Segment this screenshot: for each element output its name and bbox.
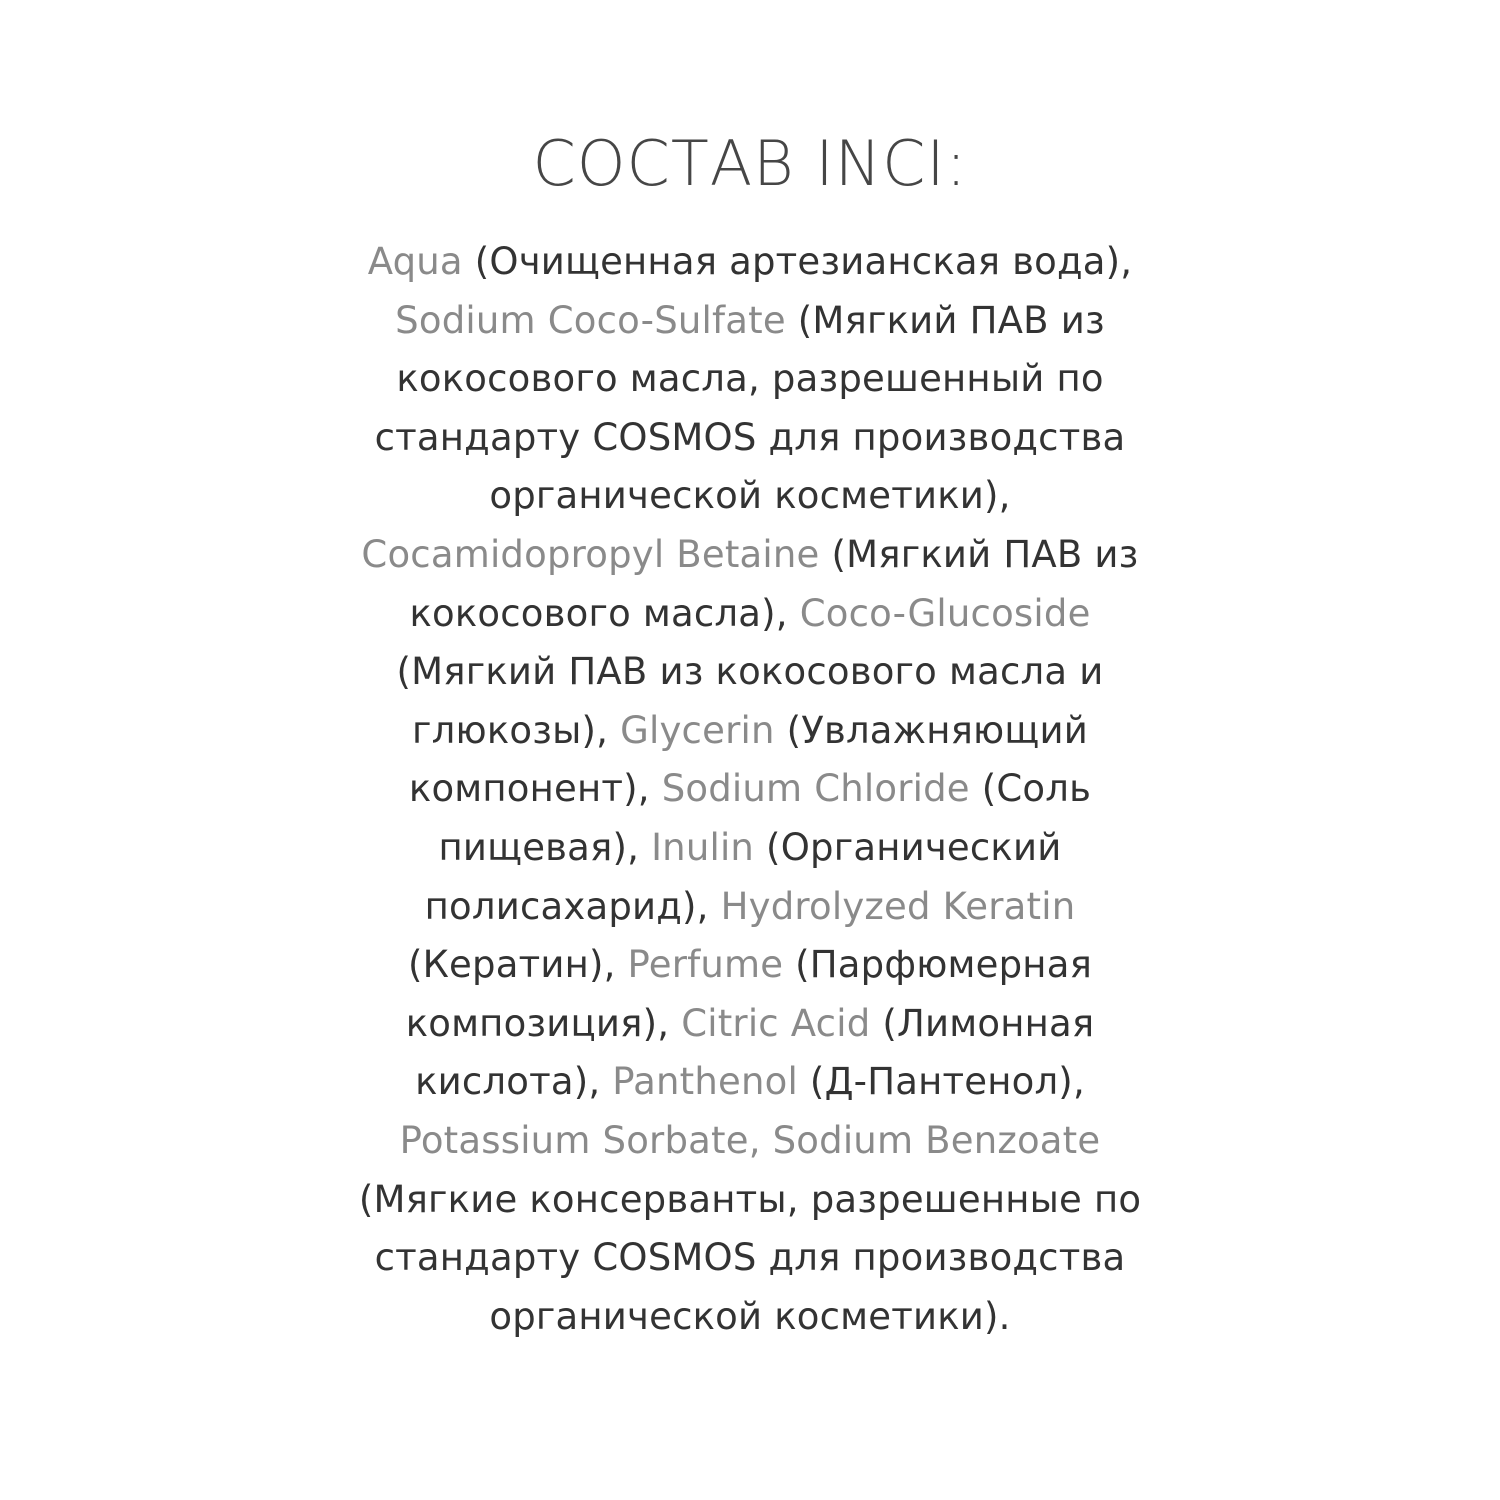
ingredients-line [325,643,1175,702]
ingredient-description: (Соль [969,767,1092,811]
ingredient-name: Potassium Sorbate, Sodium Benzoate [399,1118,1101,1162]
ingredient-description: стандарту COSMOS для производства [374,1236,1126,1280]
ingredient-description: композиция), [405,1001,682,1045]
ingredient-description: глюкозы), [412,708,621,752]
page-title: СОСТАВ INCI: [532,127,968,200]
ingredient-description: (Лимонная [870,1001,1095,1045]
ingredient-description: органической косметики). [489,1294,1011,1338]
ingredient-description: (Органический [754,825,1062,869]
ingredient-description: (Мягкий ПАВ из [785,298,1105,342]
ingredient-name: Aqua [367,240,463,283]
ingredients-line [325,526,1175,585]
ingredient-name: Panthenol [612,1060,798,1104]
ingredient-description: (Очищенная артезианская вода), [462,240,1133,283]
ingredient-description: полисахарид), [424,884,721,928]
ingredient-description: (Кератин), [407,943,628,987]
ingredient-name: Citric Acid [681,1001,871,1045]
ingredient-description: органической косметики), [489,474,1011,518]
ingredients-line [325,995,1175,1054]
ingredient-name: Glycerin [620,708,775,752]
ingredient-description: (Увлажняющий [774,708,1088,752]
ingredients-line [325,1171,1175,1230]
ingredient-name: Coco-Glucoside [799,591,1091,635]
ingredients-line [325,292,1175,351]
ingredient-name: Sodium Chloride [661,767,970,811]
ingredients-line [325,233,1175,292]
ingredient-description: кислота), [415,1060,613,1104]
ingredient-description: кокосового масла, разрешенный по [396,357,1104,401]
ingredient-description: (Мягкий ПАВ из [819,532,1139,576]
ingredients-text [325,233,1175,1346]
ingredient-name: Inulin [651,825,755,869]
ingredients-line [325,760,1175,819]
ingredient-description: (Парфюмерная [783,943,1093,987]
ingredient-description: (Д-Пантенол), [797,1060,1085,1104]
ingredients-line [325,1288,1175,1347]
ingredients-line [325,350,1175,409]
ingredients-line [325,409,1175,468]
ingredient-name: Perfume [627,943,784,987]
ingredients-line [325,585,1175,644]
ingredient-description: компонент), [408,767,662,811]
ingredients-line [325,702,1175,761]
ingredient-name: Hydrolyzed Keratin [720,884,1076,928]
ingredient-description: стандарту COSMOS для производства [374,415,1126,459]
ingredient-description: пищевая), [438,825,652,869]
ingredient-description: (Мягкий ПАВ из кокосового масла и [396,650,1104,694]
ingredient-name: Sodium Coco-Sulfate [395,298,786,342]
ingredients-line [325,819,1175,878]
ingredient-description: (Мягкие консерванты, разрешенные по [358,1177,1142,1221]
ingredients-line [325,1229,1175,1288]
ingredients-line [325,1112,1175,1171]
ingredient-description: кокосового масла), [409,591,800,635]
ingredients-line [325,878,1175,937]
ingredient-name: Cocamidopropyl Betaine [361,532,820,576]
ingredients-line [325,1053,1175,1112]
ingredients-line [325,467,1175,526]
ingredients-line [325,936,1175,995]
